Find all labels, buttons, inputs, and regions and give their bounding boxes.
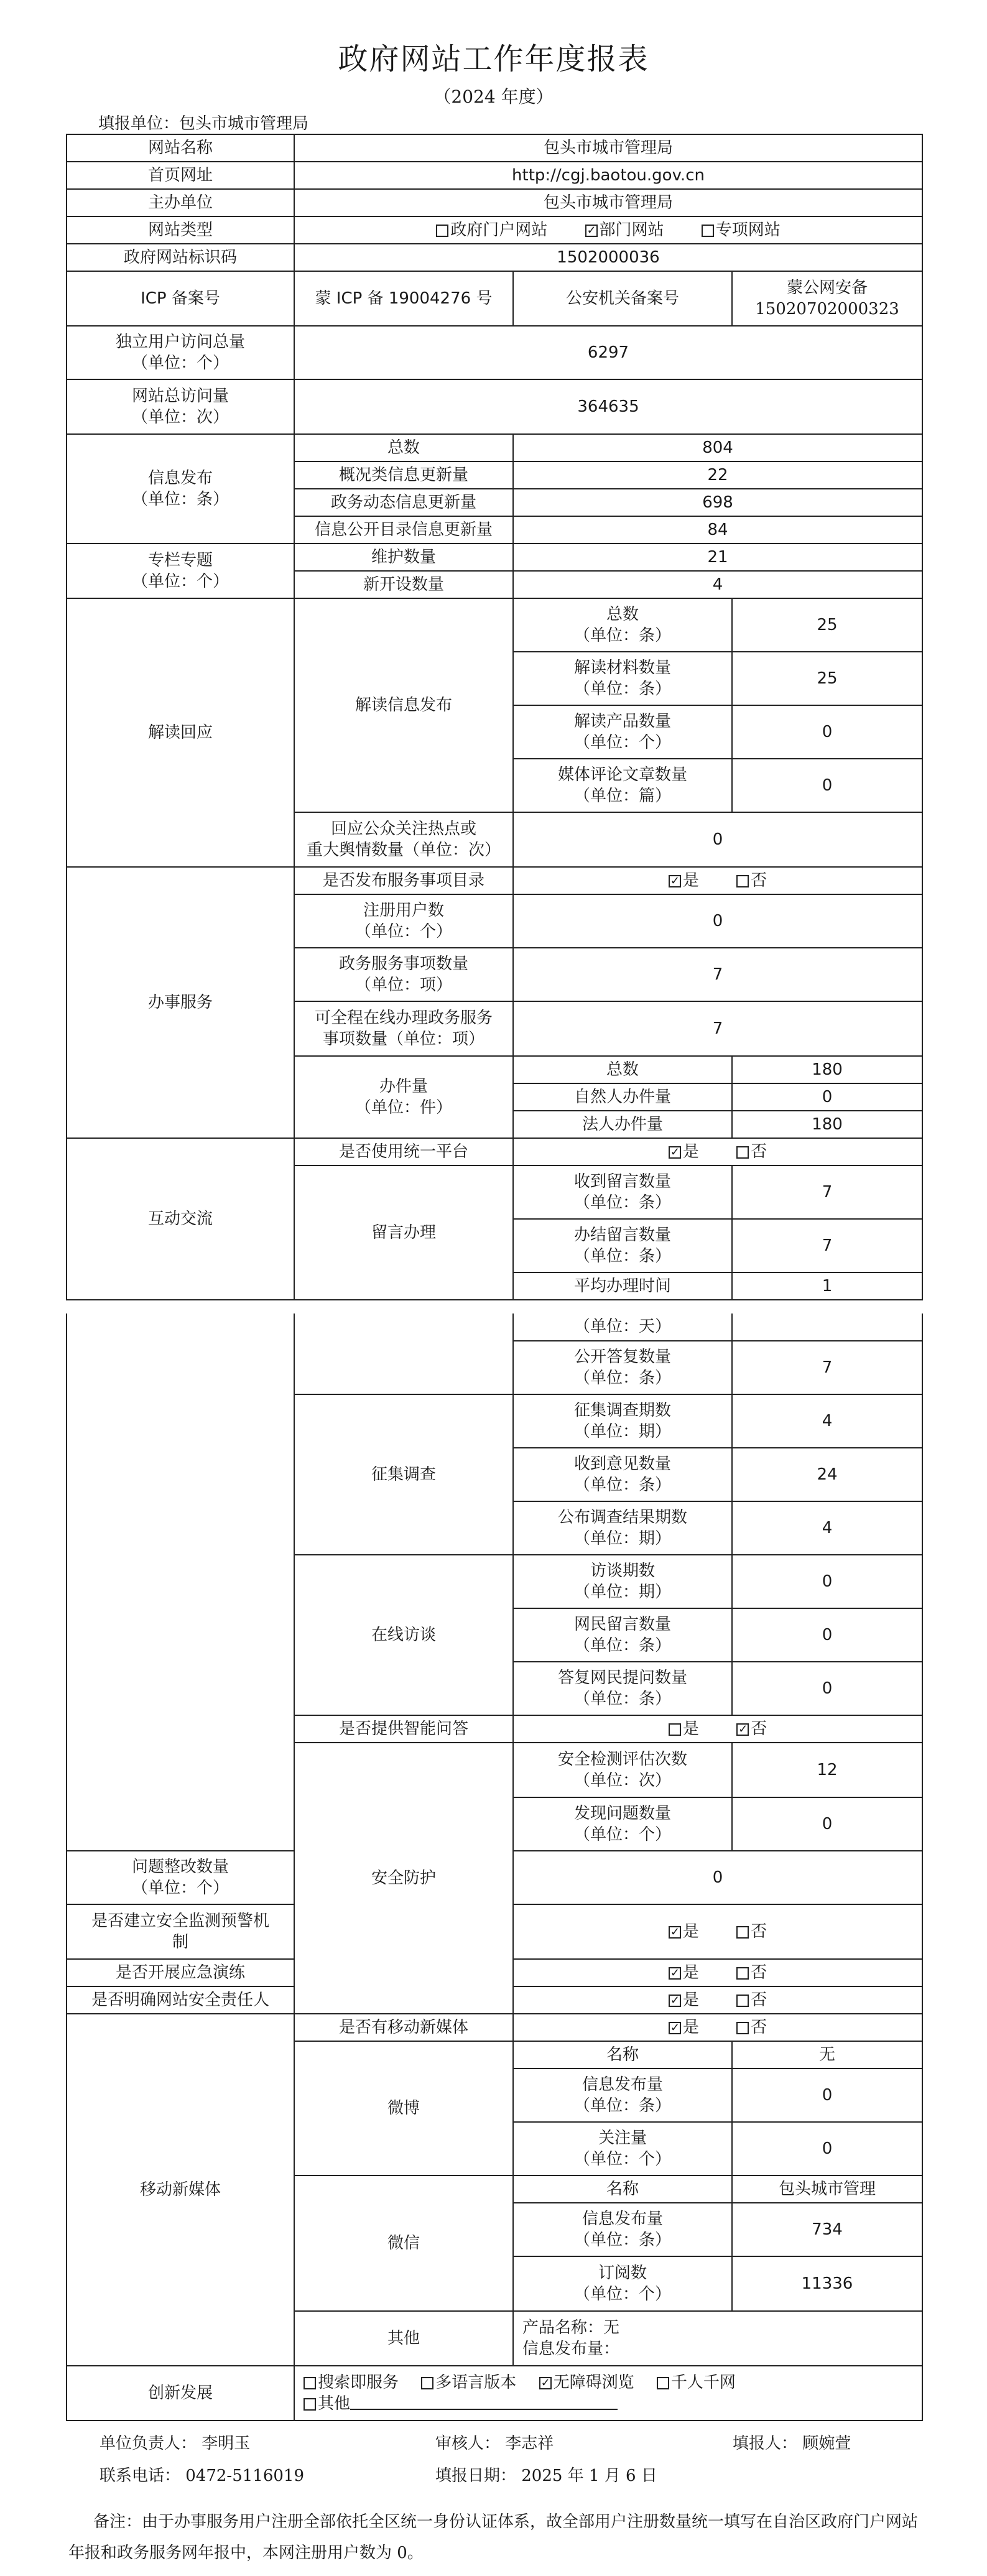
security-warn-options: [513, 1904, 922, 1959]
innov-option-search: 搜索即服务: [304, 2372, 399, 2393]
security-found-label: 发现问题数量 （单位：个）: [513, 1797, 732, 1851]
option-no: 否: [736, 870, 767, 891]
service-online-label: 可全程在线办理政务服务 事项数量（单位：项）: [294, 1001, 513, 1056]
option-yes: ✓ 是: [669, 870, 699, 891]
interp-total-label: 总数 （单位：条）: [513, 598, 732, 652]
innov-option-personalized: 千人千网: [657, 2372, 736, 2393]
unit-leader: 单位负责人： 李明玉: [100, 2434, 251, 2453]
msg-recv-value: 7: [732, 1165, 922, 1219]
interview-periods-label: 访谈期数 （单位：期）: [513, 1555, 732, 1608]
reporting-unit: 填报单位：包头市城市管理局: [98, 114, 309, 133]
icp-value: 蒙 ICP 备 19004276 号: [294, 271, 513, 326]
reviewer: 审核人： 李志祥: [435, 2434, 554, 2453]
checkbox-empty: [657, 2377, 669, 2389]
service-handle-label: 办件量 （单位：件）: [294, 1056, 513, 1138]
info-total-value: 804: [513, 434, 922, 461]
site-type-options: [294, 216, 922, 244]
checkbox-checked: ✓: [669, 875, 681, 887]
interp-product-value: 0: [732, 705, 922, 759]
checkbox-checked: ✓: [539, 2377, 552, 2389]
platform-label: 是否使用统一平台: [294, 1138, 513, 1165]
contact-phone: 联系电话： 0472-5116019: [100, 2467, 305, 2485]
report-title: 政府网站工作年度报表: [338, 42, 649, 76]
security-resp-options: [513, 1986, 922, 2014]
handle-legal-value: 180: [732, 1111, 922, 1138]
option-no: 否: [736, 2017, 767, 2038]
innov-option-other: 其他: [304, 2393, 618, 2414]
checkbox-empty: [304, 2377, 316, 2389]
site-type-label: 网站类型: [67, 216, 294, 244]
security-drill-label: 是否开展应急演练: [67, 1959, 294, 1986]
icp-label: ICP 备案号: [67, 271, 294, 326]
info-overview-value: 22: [513, 461, 922, 489]
service-items-label: 政务服务事项数量 （单位：项）: [294, 948, 513, 1001]
report-table-part1: [66, 134, 923, 1300]
msg-recv-label: 收到留言数量 （单位：条）: [513, 1165, 732, 1219]
ai-qa-options: [513, 1715, 922, 1743]
option-yes: ✓ 是: [669, 1962, 699, 1983]
checkbox-empty: [421, 2377, 433, 2389]
uv-value: 6297: [294, 326, 922, 379]
mobile-has-label: 是否有移动新媒体: [294, 2014, 513, 2041]
police-record-value: 蒙公网安备 15020702000323: [732, 271, 922, 326]
security-eval-value: 12: [732, 1743, 922, 1797]
security-resp-label: 是否明确网站安全责任人: [67, 1986, 294, 2014]
wechat-name-value: 包头城市管理: [732, 2175, 922, 2203]
mobile-other-value: 产品名称：无 信息发布量：: [513, 2311, 922, 2366]
checkbox-checked: ✓: [669, 1926, 681, 1939]
security-warn-label: 是否建立安全监测预警机 制: [67, 1904, 294, 1959]
interp-media-value: 0: [732, 759, 922, 812]
service-reg-value: 0: [513, 894, 922, 948]
handle-legal-label: 法人办件量: [513, 1111, 732, 1138]
msg-done-value: 7: [732, 1219, 922, 1272]
site-code-label: 政府网站标识码: [67, 244, 294, 271]
wechat-sub-label: 订阅数 （单位：个）: [513, 2256, 732, 2311]
option-yes: ✓ 是: [669, 2017, 699, 2038]
host-value: 包头市城市管理局: [294, 189, 922, 216]
service-label: 办事服务: [67, 867, 294, 1138]
info-total-label: 总数: [294, 434, 513, 461]
survey-results-value: 4: [732, 1501, 922, 1555]
security-label: 安全防护: [294, 1743, 513, 2014]
column-label: 专栏专题 （单位：个）: [67, 544, 294, 598]
security-eval-label: 安全检测评估次数 （单位：次）: [513, 1743, 732, 1797]
remark-note: 备注：由于办事服务用户注册全部依托全区统一身份认证体系，故全部用户注册数量统一填写在自治区政府门户网站年报和政务服务网年报中，本网注册用户数为 0。: [68, 2513, 919, 2562]
service-catalog-options: [513, 867, 922, 894]
column-new-label: 新开设数量: [294, 571, 513, 598]
interp-response-value: 0: [513, 812, 922, 867]
type-option-special: 专项网站: [702, 220, 781, 241]
innov-option-multilang: 多语言版本: [421, 2372, 516, 2393]
checkbox-empty: [736, 1967, 749, 1980]
handle-person-value: 0: [732, 1083, 922, 1111]
interview-msgs-value: 0: [732, 1608, 922, 1662]
service-online-value: 7: [513, 1001, 922, 1056]
checkbox-empty: [736, 2022, 749, 2034]
innovation-label: 创新发展: [67, 2366, 294, 2421]
survey-periods-label: 征集调查期数 （单位：期）: [513, 1394, 732, 1448]
interview-reply-label: 答复网民提问数量 （单位：条）: [513, 1662, 732, 1715]
wechat-name-label: 名称: [513, 2175, 732, 2203]
interact-label: 互动交流: [67, 1138, 294, 1300]
interview-reply-value: 0: [732, 1662, 922, 1715]
checkbox-empty: [736, 1926, 749, 1939]
interp-material-label: 解读材料数量 （单位：条）: [513, 652, 732, 705]
msg-public-label: 公开答复数量 （单位：条）: [513, 1341, 732, 1394]
innovation-options: [294, 2366, 922, 2421]
checkbox-checked: ✓: [669, 1967, 681, 1980]
survey-label: 征集调查: [294, 1394, 513, 1555]
checkbox-empty: [736, 1146, 749, 1159]
survey-opinions-label: 收到意见数量 （单位：条）: [513, 1448, 732, 1501]
option-yes: ✓ 是: [669, 1141, 699, 1162]
url-label: 首页网址: [67, 162, 294, 189]
survey-results-label: 公布调查结果期数 （单位：期）: [513, 1501, 732, 1555]
service-items-value: 7: [513, 948, 922, 1001]
option-no: 否: [736, 1962, 767, 1983]
handle-total-value: 180: [732, 1056, 922, 1083]
fill-date: 填报日期： 2025 年 1 月 6 日: [435, 2467, 657, 2485]
mobile-other-label: 其他: [294, 2311, 513, 2366]
url-value: http://cgj.baotou.gov.cn: [294, 162, 922, 189]
type-option-portal: 政府门户网站: [436, 220, 547, 241]
checkbox-checked: ✓: [669, 1146, 681, 1159]
column-maintain-value: 21: [513, 544, 922, 571]
report-table-part2: [66, 1313, 923, 2421]
mobile-label: 移动新媒体: [67, 2014, 294, 2366]
msg-avg-label: 平均办理时间: [513, 1272, 732, 1300]
report-year: （2024 年度）: [433, 86, 554, 107]
info-news-label: 政务动态信息更新量: [294, 489, 513, 516]
column-new-value: 4: [513, 571, 922, 598]
info-catalog-value: 84: [513, 516, 922, 544]
weibo-label: 微博: [294, 2041, 513, 2175]
option-yes: ✓ 是: [669, 1990, 699, 2011]
option-yes: ✓ 是: [669, 1921, 699, 1942]
msg-avg-value: 1: [732, 1272, 922, 1300]
checkbox-checked: ✓: [585, 225, 598, 237]
msg-handle-continued: [294, 1313, 513, 1394]
service-catalog-label: 是否发布服务事项目录: [294, 867, 513, 894]
checkbox-empty: [669, 1723, 681, 1736]
checkbox-empty: [436, 225, 448, 237]
interview-label: 在线访谈: [294, 1555, 513, 1715]
info-publish-label: 信息发布 （单位：条）: [67, 434, 294, 544]
interview-msgs-label: 网民留言数量 （单位：条）: [513, 1608, 732, 1662]
weibo-follow-value: 0: [732, 2122, 922, 2175]
interp-response-label: 回应公众关注热点或 重大舆情数量（单位：次）: [294, 812, 513, 867]
interp-label: 解读回应: [67, 598, 294, 867]
security-drill-options: [513, 1959, 922, 1986]
msg-public-value: 7: [732, 1341, 922, 1394]
interp-material-value: 25: [732, 652, 922, 705]
other-underline: [350, 2395, 618, 2410]
wechat-pub-label: 信息发布量 （单位：条）: [513, 2203, 732, 2256]
site-name-value: 包头市城市管理局: [294, 134, 922, 162]
option-no: ✓ 否: [736, 1718, 767, 1740]
weibo-name-label: 名称: [513, 2041, 732, 2069]
checkbox-empty: [736, 875, 749, 887]
msg-done-label: 办结留言数量 （单位：条）: [513, 1219, 732, 1272]
checkbox-checked: ✓: [669, 1995, 681, 2007]
option-no: 否: [736, 1141, 767, 1162]
checkbox-empty: [702, 225, 714, 237]
weibo-pub-value: 0: [732, 2069, 922, 2122]
pv-label: 网站总访问量 （单位：次）: [67, 379, 294, 434]
wechat-label: 微信: [294, 2175, 513, 2311]
wechat-sub-value: 11336: [732, 2256, 922, 2311]
security-fixed-value: 0: [513, 1851, 922, 1904]
site-name-label: 网站名称: [67, 134, 294, 162]
info-catalog-label: 信息公开目录信息更新量: [294, 516, 513, 544]
type-option-department: ✓ 部门网站: [585, 220, 664, 241]
handle-person-label: 自然人办件量: [513, 1083, 732, 1111]
handle-total-label: 总数: [513, 1056, 732, 1083]
interp-media-label: 媒体评论文章数量 （单位：篇）: [513, 759, 732, 812]
option-no: 否: [736, 1921, 767, 1942]
weibo-name-value: 无: [732, 2041, 922, 2069]
weibo-pub-label: 信息发布量 （单位：条）: [513, 2069, 732, 2122]
column-maintain-label: 维护数量: [294, 544, 513, 571]
interview-periods-value: 0: [732, 1555, 922, 1608]
msg-avg-unit: （单位：天）: [513, 1313, 732, 1341]
option-no: 否: [736, 1990, 767, 2011]
service-reg-label: 注册用户数 （单位：个）: [294, 894, 513, 948]
checkbox-empty: [736, 1995, 749, 2007]
security-found-value: 0: [732, 1797, 922, 1851]
msg-handle-label: 留言办理: [294, 1165, 513, 1300]
ai-qa-label: 是否提供智能问答: [294, 1715, 513, 1743]
weibo-follow-label: 关注量 （单位：个）: [513, 2122, 732, 2175]
security-fixed-label: 问题整改数量 （单位：个）: [67, 1851, 294, 1904]
wechat-pub-value: 734: [732, 2203, 922, 2256]
checkbox-checked: ✓: [669, 2022, 681, 2034]
filler: 填报人： 顾婉萱: [733, 2434, 851, 2453]
interp-total-value: 25: [732, 598, 922, 652]
survey-opinions-value: 24: [732, 1448, 922, 1501]
host-label: 主办单位: [67, 189, 294, 216]
mobile-has-options: [513, 2014, 922, 2041]
police-record-label: 公安机关备案号: [513, 271, 732, 326]
interp-publish-label: 解读信息发布: [294, 598, 513, 812]
option-yes: 是: [669, 1718, 699, 1740]
interact-continued-label: [67, 1313, 294, 1851]
msg-avg-continued: [732, 1313, 922, 1341]
uv-label: 独立用户访问总量 （单位：个）: [67, 326, 294, 379]
survey-periods-value: 4: [732, 1394, 922, 1448]
interp-product-label: 解读产品数量 （单位：个）: [513, 705, 732, 759]
site-code-value: 1502000036: [294, 244, 922, 271]
innov-option-accessible: ✓ 无障碍浏览: [539, 2372, 634, 2393]
platform-options: [513, 1138, 922, 1165]
checkbox-checked: ✓: [736, 1723, 749, 1736]
info-overview-label: 概况类信息更新量: [294, 461, 513, 489]
checkbox-empty: [304, 2398, 316, 2411]
pv-value: 364635: [294, 379, 922, 434]
info-news-value: 698: [513, 489, 922, 516]
